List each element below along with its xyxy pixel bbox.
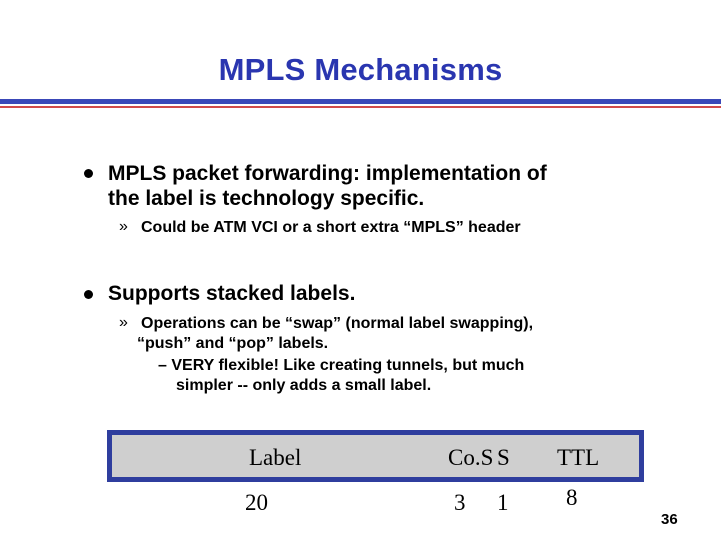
title-rule-blue — [0, 99, 721, 104]
bullet-1-line-1: MPLS packet forwarding: implementation of — [108, 162, 547, 185]
s-field-header: S — [497, 445, 510, 470]
ttl-field-header: TTL — [557, 445, 600, 470]
sub-bullet-marker: » — [119, 314, 128, 331]
slide-title: MPLS Mechanisms — [218, 52, 503, 87]
bullet-2-dash-line-1: – VERY flexible! Like creating tunnels, but much — [158, 357, 525, 374]
bullet-2-sub-line-2: “push” and “pop” labels. — [137, 335, 329, 352]
ttl-field-value: 8 — [566, 485, 578, 510]
title-rule-red — [0, 106, 721, 108]
s-field-value: 1 — [497, 490, 509, 515]
cos-field-value: 3 — [454, 490, 466, 515]
sub-bullet-marker: » — [119, 218, 128, 235]
bullet-dot — [84, 290, 93, 299]
bullet-2-sub-line-1: Operations can be “swap” (normal label swapping), — [141, 315, 534, 332]
cos-field-header: Co.S — [448, 445, 494, 470]
page-number: 36 — [661, 511, 678, 528]
bullet-2-line-1: Supports stacked labels. — [108, 282, 356, 305]
label-field-header: Label — [249, 445, 302, 470]
bullet-1-line-2: the label is technology specific. — [108, 187, 425, 210]
bullet-dot — [84, 169, 93, 178]
label-field-value: 20 — [245, 490, 268, 515]
bullet-2-dash-line-2: simpler -- only adds a small label. — [176, 377, 432, 394]
bullet-1-sub: Could be ATM VCI or a short extra “MPLS” header — [141, 219, 521, 236]
